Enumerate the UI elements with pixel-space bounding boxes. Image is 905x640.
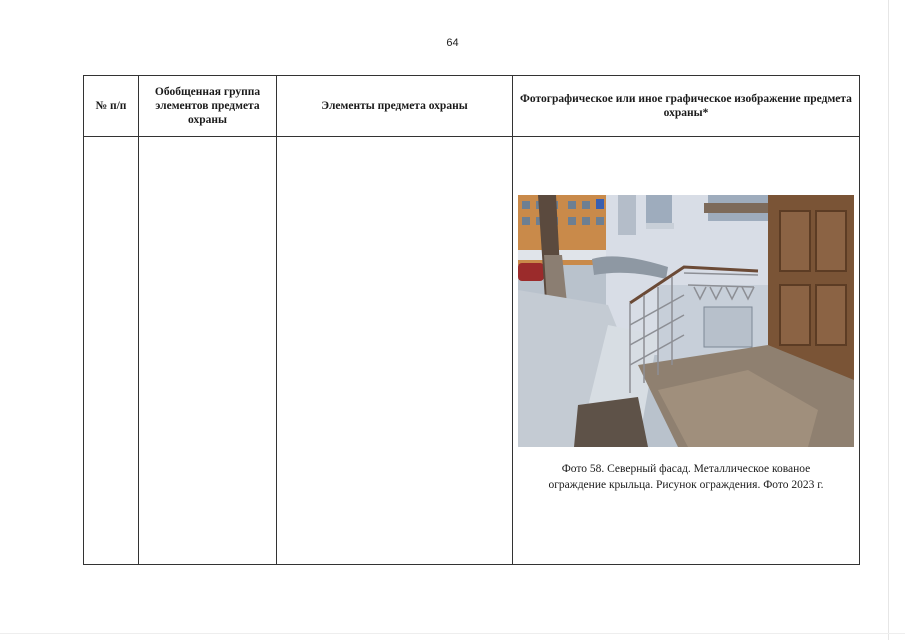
heritage-table [83,75,860,565]
cell-photo [513,137,860,565]
table-row [84,137,860,565]
header-photo: Фотографическое или иное графическое изображение предмета охраны* [513,76,860,137]
page-number: 64 [446,37,459,49]
table-header-row [84,76,860,137]
scan-edge-right [888,0,889,640]
header-elements: Элементы предмета охраны [277,76,513,137]
scan-edge-bottom [0,633,905,634]
caption-line-1: Фото 58. Северный фасад. Металлическое кованое [561,463,811,475]
caption-line-2: ограждение крыльца. Рисунок ограждения. Фото 2023 г. [548,479,824,491]
header-group: Обобщенная группа элементов предмета охраны [139,76,277,137]
header-number: № п/п [84,76,139,137]
cell-number [84,137,139,565]
photo-caption [513,461,859,493]
facade-photo [518,195,854,447]
cell-group [139,137,277,565]
cell-elements [277,137,513,565]
